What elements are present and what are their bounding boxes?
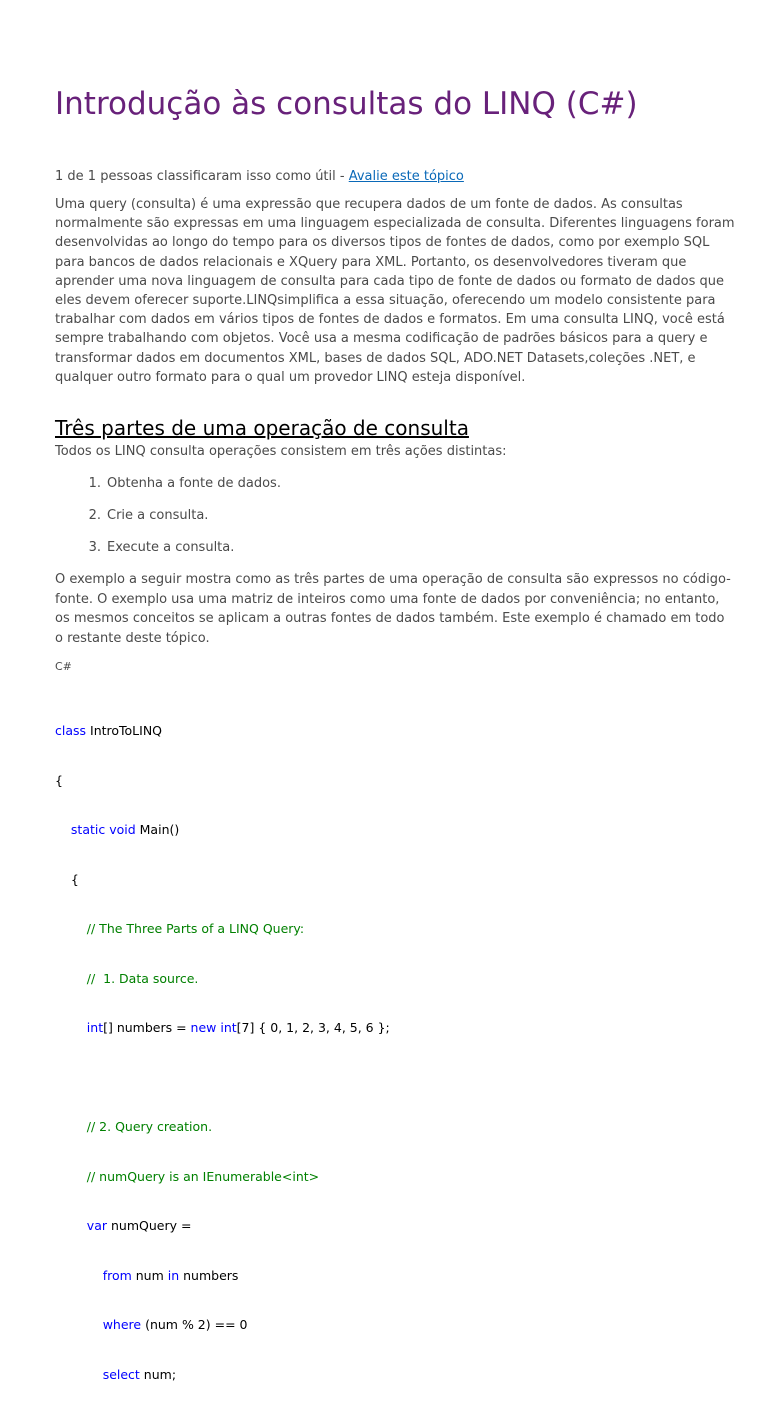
code-text: num; bbox=[139, 1366, 177, 1382]
list-item bbox=[55, 538, 281, 570]
intro-paragraph: Uma query (consulta) é uma expressão que recupera dados de um fonte de dados. As consultas normalmente são expressas em uma linguagem especializada de consulta. Diferentes linguagens foram desenvolvidas ao longo do tempo para os diversos tipos de fontes de dados, como por exemplo SQL para bancos de dados relacionais e XQuery para XML. Portanto, os desenvolvedores tiveram que aprender uma nova linguagem de consulta para cada tipo de fonte de dados ou formato de dados que eles devem oferecer suporte.LINQsimplifica a essa situação, oferecendo um modelo consistente para trabalhar com dados em vários tipos de fontes de dados e formatos. Em uma consulta LINQ, você está sempre trabalhando com objetos. Você usa a mesma codificação de padrões básicos para a query e transformar dados em documentos XML, bases de dados SQL, ADO.NET Datasets,coleções .NET, e qualquer outro formato para o qual um provedor LINQ esteja disponível. bbox=[55, 197, 735, 385]
code-line bbox=[55, 723, 390, 740]
step-number: 3. bbox=[88, 540, 101, 555]
code-keyword: from bbox=[102, 1267, 132, 1283]
list-item bbox=[55, 474, 281, 506]
code-comment: // The Three Parts of a LINQ Query: bbox=[55, 921, 305, 936]
code-line bbox=[55, 1317, 390, 1334]
code-language-label: C# bbox=[55, 660, 72, 673]
code-keyword: int bbox=[86, 1020, 104, 1035]
code-line bbox=[55, 872, 390, 889]
code-line bbox=[55, 822, 390, 839]
code-line bbox=[55, 1070, 390, 1087]
code-keyword: int bbox=[220, 1020, 237, 1035]
step-text: Execute a consulta. bbox=[107, 540, 235, 555]
code-text bbox=[55, 1317, 103, 1332]
rating-line bbox=[55, 167, 464, 186]
code-text: (num % 2) == 0 bbox=[141, 1317, 248, 1332]
code-line bbox=[55, 1218, 390, 1235]
code-line bbox=[55, 1169, 390, 1186]
code-text bbox=[55, 1020, 87, 1035]
code-text: num bbox=[131, 1267, 168, 1283]
code-text: [] numbers = bbox=[103, 1020, 191, 1035]
step-text: Obtenha a fonte de dados. bbox=[107, 476, 281, 491]
code-keyword: static bbox=[70, 822, 106, 837]
example-paragraph: O exemplo a seguir mostra como as três partes de uma operação de consulta são expressos no código-fonte. O exemplo usa uma matriz de inteiros como uma fonte de dados por conveniência; no entanto, os mesmos conceitos se aplicam a outras fontes de dados também. Este exemplo é chamado em todo o restante deste tópico. bbox=[55, 572, 731, 646]
code-comment: // 2. Query creation. bbox=[55, 1119, 213, 1134]
code-keyword: select bbox=[102, 1366, 140, 1382]
code-keyword: class bbox=[55, 723, 87, 738]
code-keyword: where bbox=[102, 1317, 142, 1332]
code-text bbox=[55, 1268, 103, 1283]
code-text: numbers bbox=[179, 1267, 239, 1283]
step-number: 2. bbox=[88, 508, 101, 523]
code-keyword: new bbox=[190, 1020, 217, 1035]
code-keyword: var bbox=[86, 1218, 107, 1233]
code-line bbox=[55, 1268, 390, 1285]
code-keyword: in bbox=[167, 1267, 180, 1283]
rate-topic-link[interactable]: Avalie este tópico bbox=[348, 169, 464, 184]
code-text: IntroToLINQ bbox=[86, 723, 163, 738]
code-line bbox=[55, 1020, 390, 1037]
code-text bbox=[55, 822, 71, 837]
code-comment: // numQuery is an IEnumerable<int> bbox=[55, 1168, 320, 1184]
code-keyword: void bbox=[109, 822, 136, 837]
code-line bbox=[55, 921, 390, 938]
code-text: { bbox=[55, 871, 79, 887]
code-text: Main() bbox=[135, 822, 180, 837]
code-line bbox=[55, 971, 390, 988]
code-text: { bbox=[55, 772, 63, 788]
code-text bbox=[55, 1367, 103, 1382]
rating-text: 1 de 1 pessoas classificaram isso como útil - bbox=[55, 169, 349, 184]
code-text: [7] { 0, 1, 2, 3, 4, 5, 6 }; bbox=[236, 1020, 390, 1035]
code-line bbox=[55, 1119, 390, 1136]
code-block bbox=[55, 690, 390, 1416]
list-item bbox=[55, 506, 281, 538]
section-heading: Três partes de uma operação de consulta bbox=[55, 416, 469, 440]
code-text bbox=[55, 1218, 87, 1233]
step-number: 1. bbox=[88, 476, 101, 491]
steps-list bbox=[55, 474, 281, 570]
section-lead: Todos os LINQ consulta operações consistem em três ações distintas: bbox=[55, 444, 507, 459]
page-title: Introdução às consultas do LINQ (C#) bbox=[55, 86, 638, 122]
step-text: Crie a consulta. bbox=[107, 508, 209, 523]
code-comment: // 1. Data source. bbox=[55, 970, 199, 986]
code-line bbox=[55, 773, 390, 790]
code-text: numQuery = bbox=[107, 1218, 192, 1233]
code-line bbox=[55, 1367, 390, 1384]
